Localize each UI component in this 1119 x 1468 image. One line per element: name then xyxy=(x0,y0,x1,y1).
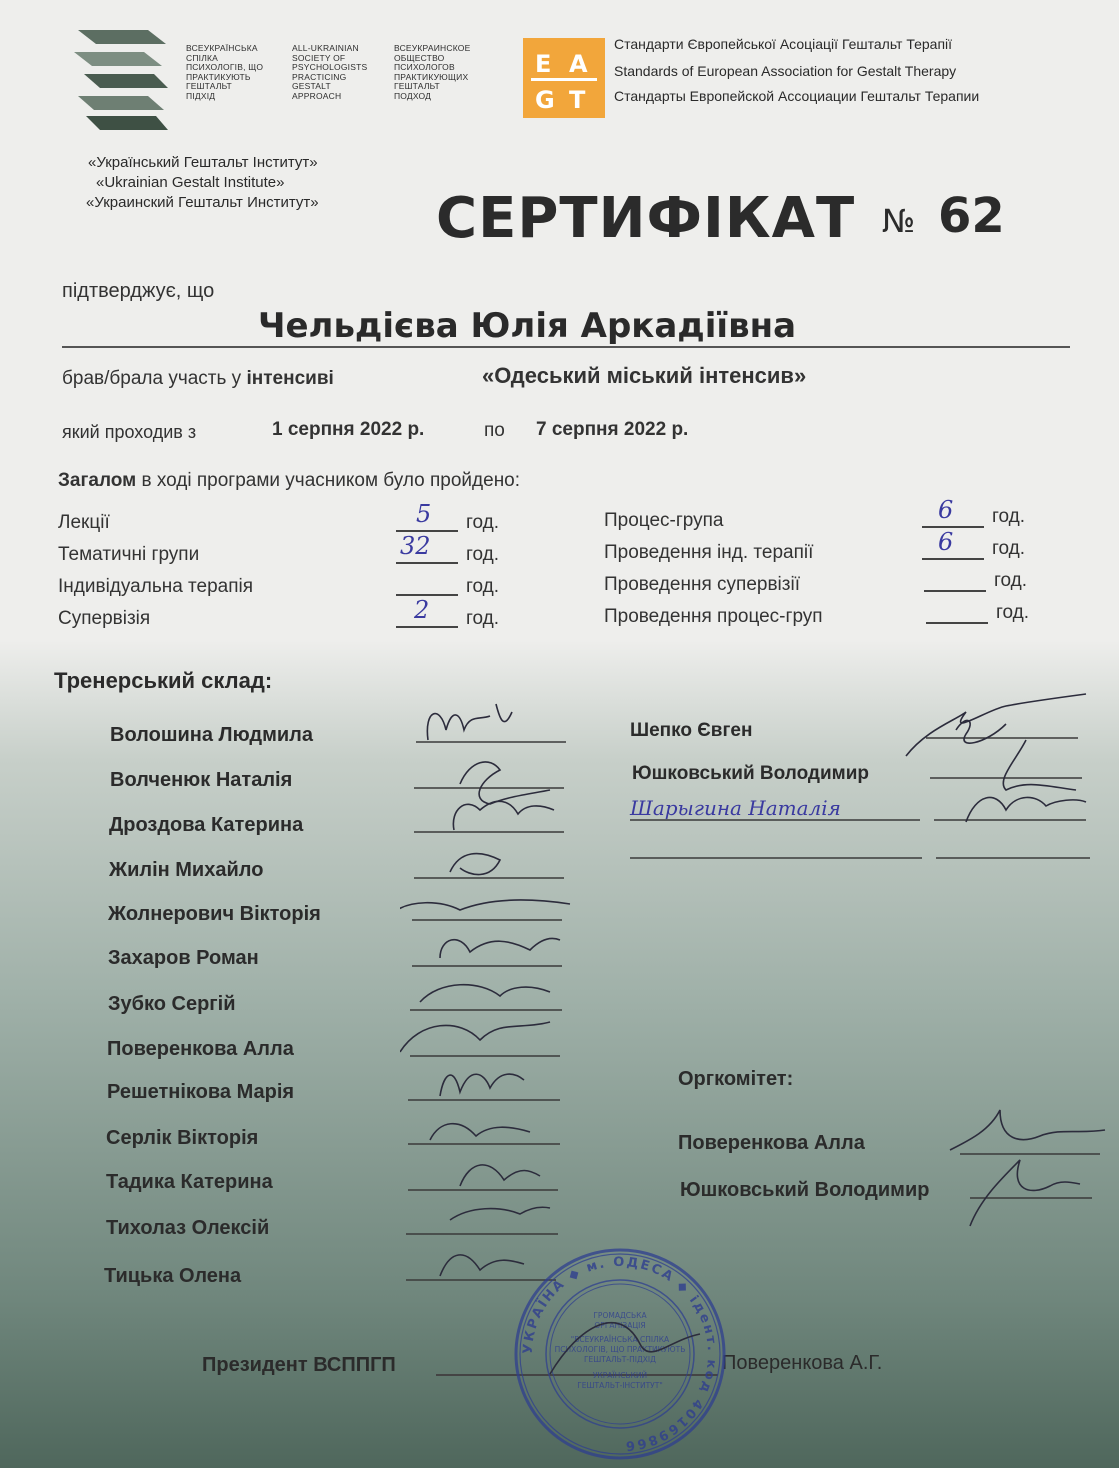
hours-row xyxy=(604,570,1054,602)
stamp-inner-line: УКРАЇНСЬКИЙ xyxy=(592,1371,648,1380)
trainer-name: Дроздова Катерина xyxy=(109,814,304,836)
hours-value: 5 xyxy=(416,500,432,528)
hours-unit: год. xyxy=(992,538,1026,559)
stamp-inner-line: ГЕШТАЛЬТ-ІНСТИТУТ" xyxy=(577,1381,663,1390)
hours-label: Лекції xyxy=(58,512,110,533)
hours-left-list xyxy=(58,500,518,636)
stamp-inner-line: ПСИХОЛОГІВ, ЩО ПРАКТИКУЮТЬ xyxy=(554,1345,686,1354)
trainer-name: Волченюк Наталія xyxy=(110,769,293,791)
trainer-name: Тадика Катерина xyxy=(106,1171,273,1193)
confirms-text: підтверджує, що xyxy=(62,280,215,302)
hours-unit: год. xyxy=(466,544,500,565)
president-label: Президент ВСППГП xyxy=(202,1354,396,1376)
hours-label: Процес-група xyxy=(604,510,724,531)
certificate-number: 62 xyxy=(938,188,1005,244)
hours-underline xyxy=(396,562,458,564)
trainers-heading: Тренерський склад: xyxy=(54,668,273,693)
trainer-name: Тицька Олена xyxy=(104,1265,242,1287)
organization-stamp xyxy=(510,1244,730,1464)
hours-underline xyxy=(924,590,986,592)
trainer-name: Волошина Людмила xyxy=(110,724,314,746)
stamp-inner-line: ОРГАНІЗАЦІЯ xyxy=(594,1321,646,1330)
trainer-signature-lines xyxy=(400,700,580,1300)
eagt-letter-e: E xyxy=(535,50,552,78)
hours-label: Індивідуальна терапія xyxy=(58,576,254,597)
eagt-letter-g: G xyxy=(535,86,555,114)
hours-row xyxy=(604,496,1054,538)
participant-name: Чельдієва Юлія Аркадіївна xyxy=(258,306,797,346)
institute-line-ru: «Украинский Гештальт Институт» xyxy=(86,194,319,211)
trainer-name: Поверенкова Алла xyxy=(107,1038,294,1060)
hours-label: Проведення процес-груп xyxy=(604,606,823,627)
hours-row xyxy=(58,532,518,572)
eagt-logo-mark xyxy=(523,38,605,118)
hours-row xyxy=(604,602,1054,634)
right-trainer-signature-lines xyxy=(626,690,1096,870)
to-label: по xyxy=(484,420,505,441)
eagt-letter-t: T xyxy=(569,86,586,114)
eagt-logo xyxy=(523,38,605,118)
hours-value: 2 xyxy=(414,596,430,624)
hours-underline xyxy=(922,558,984,560)
hours-label: Проведення супервізії xyxy=(604,574,800,595)
right-trainer-signatures xyxy=(906,694,1086,822)
date-to: 7 серпня 2022 р. xyxy=(536,419,689,440)
date-from: 1 серпня 2022 р. xyxy=(272,419,425,440)
hours-row xyxy=(58,500,518,540)
hours-label: Тематичні групи xyxy=(58,544,200,565)
stamp-inner-line: ГЕШТАЛЬТ-ПІДХІД xyxy=(583,1355,657,1364)
trainer-name: Решетнікова Марія xyxy=(107,1081,295,1103)
president-name: Поверенкова А.Г. xyxy=(722,1352,883,1374)
held-from-label: який проходив з xyxy=(62,422,197,442)
association-name-en: ALL-UKRAINIAN SOCIETY OF PSYCHOLOGISTS PRACTICING GESTALT APPROACH xyxy=(292,43,368,101)
org-heading: Оргкомітет: xyxy=(678,1068,794,1090)
eagt-line-ua: Стандарти Європейської Асоціації Гештальт Терапії xyxy=(614,36,953,52)
institute-line-ua: «Український Гештальт Інститут» xyxy=(88,154,318,171)
hours-unit: год. xyxy=(466,608,500,629)
certificate-title: СЕРТИФІКАТ xyxy=(436,186,856,251)
hours-underline xyxy=(926,622,988,624)
eagt-line-ru: Стандарты Европейской Ассоциации Гештальт Терапии xyxy=(614,88,980,104)
summary-line: Загалом в ході програми учасником було пройдено: xyxy=(58,470,521,491)
association-name-ua: ВСЕУКРАЇНСЬКА СПІЛКА ПСИХОЛОГІВ, ЩО ПРАКТИКУЮТЬ ГЕШТАЛЬТ ПІДХІД xyxy=(186,43,264,101)
took-part-line: брав/брала участь у інтенсиві xyxy=(62,368,334,389)
hours-value: 6 xyxy=(938,528,954,556)
association-name-ru: ВСЕУКРАИНСКОЕ ОБЩЕСТВО ПСИХОЛОГОВ ПРАКТИКУЮЩИХ ГЕШТАЛЬТ ПОДХОД xyxy=(394,43,471,101)
hours-label: Проведення інд. терапії xyxy=(604,542,814,563)
hours-unit: год. xyxy=(992,506,1026,527)
hours-label: Супервізія xyxy=(58,608,151,629)
stamp-inner-line: ГРОМАДСЬКА xyxy=(593,1311,647,1320)
hours-row xyxy=(58,572,518,604)
hours-underline xyxy=(396,626,458,628)
handwritten-trainer-name: Шарыгина Наталія xyxy=(630,796,841,820)
trainer-name: Жилін Михайло xyxy=(109,859,264,881)
participant-underline xyxy=(62,346,1070,348)
trainer-name: Захаров Роман xyxy=(108,947,259,969)
trainer-name: Шепко Євген xyxy=(630,720,753,741)
hours-value: 32 xyxy=(400,532,431,560)
hours-unit: год. xyxy=(994,570,1028,591)
hours-right-list xyxy=(604,496,1054,634)
event-name: «Одеський міський інтенсив» xyxy=(482,363,807,388)
hours-row xyxy=(604,528,1054,570)
number-sign: № xyxy=(882,202,916,240)
eagt-letter-a: A xyxy=(569,50,588,78)
trainer-name: Тихолаз Олексій xyxy=(106,1217,270,1239)
hours-unit: год. xyxy=(466,512,500,533)
association-logo-mark xyxy=(70,26,170,134)
hours-value: 6 xyxy=(938,496,954,524)
org-member-name: Юшковський Володимир xyxy=(680,1179,930,1201)
hours-row xyxy=(58,596,518,636)
hours-unit: год. xyxy=(996,602,1030,623)
eagt-line-en: Standards of European Association for Gestalt Therapy xyxy=(614,63,957,79)
hours-unit: год. xyxy=(466,576,500,597)
org-signatures xyxy=(940,1100,1110,1230)
institute-line-en: «Ukrainian Gestalt Institute» xyxy=(96,174,285,191)
trainer-name: Серлік Вікторія xyxy=(106,1127,259,1149)
stamp-inner-line: "ВСЕУКРАЇНСЬКА СПІЛКА xyxy=(570,1335,670,1344)
org-member-name: Поверенкова Алла xyxy=(678,1132,865,1154)
stamp-outer-text: УКРАЇНА ◆ м. ОДЕСА ◆ ідент. код 40169866 xyxy=(520,1254,720,1454)
trainer-name: Зубко Сергій xyxy=(108,993,236,1015)
trainer-name: Жолнерович Вікторія xyxy=(108,903,321,925)
trainer-name: Юшковський Володимир xyxy=(632,763,870,784)
